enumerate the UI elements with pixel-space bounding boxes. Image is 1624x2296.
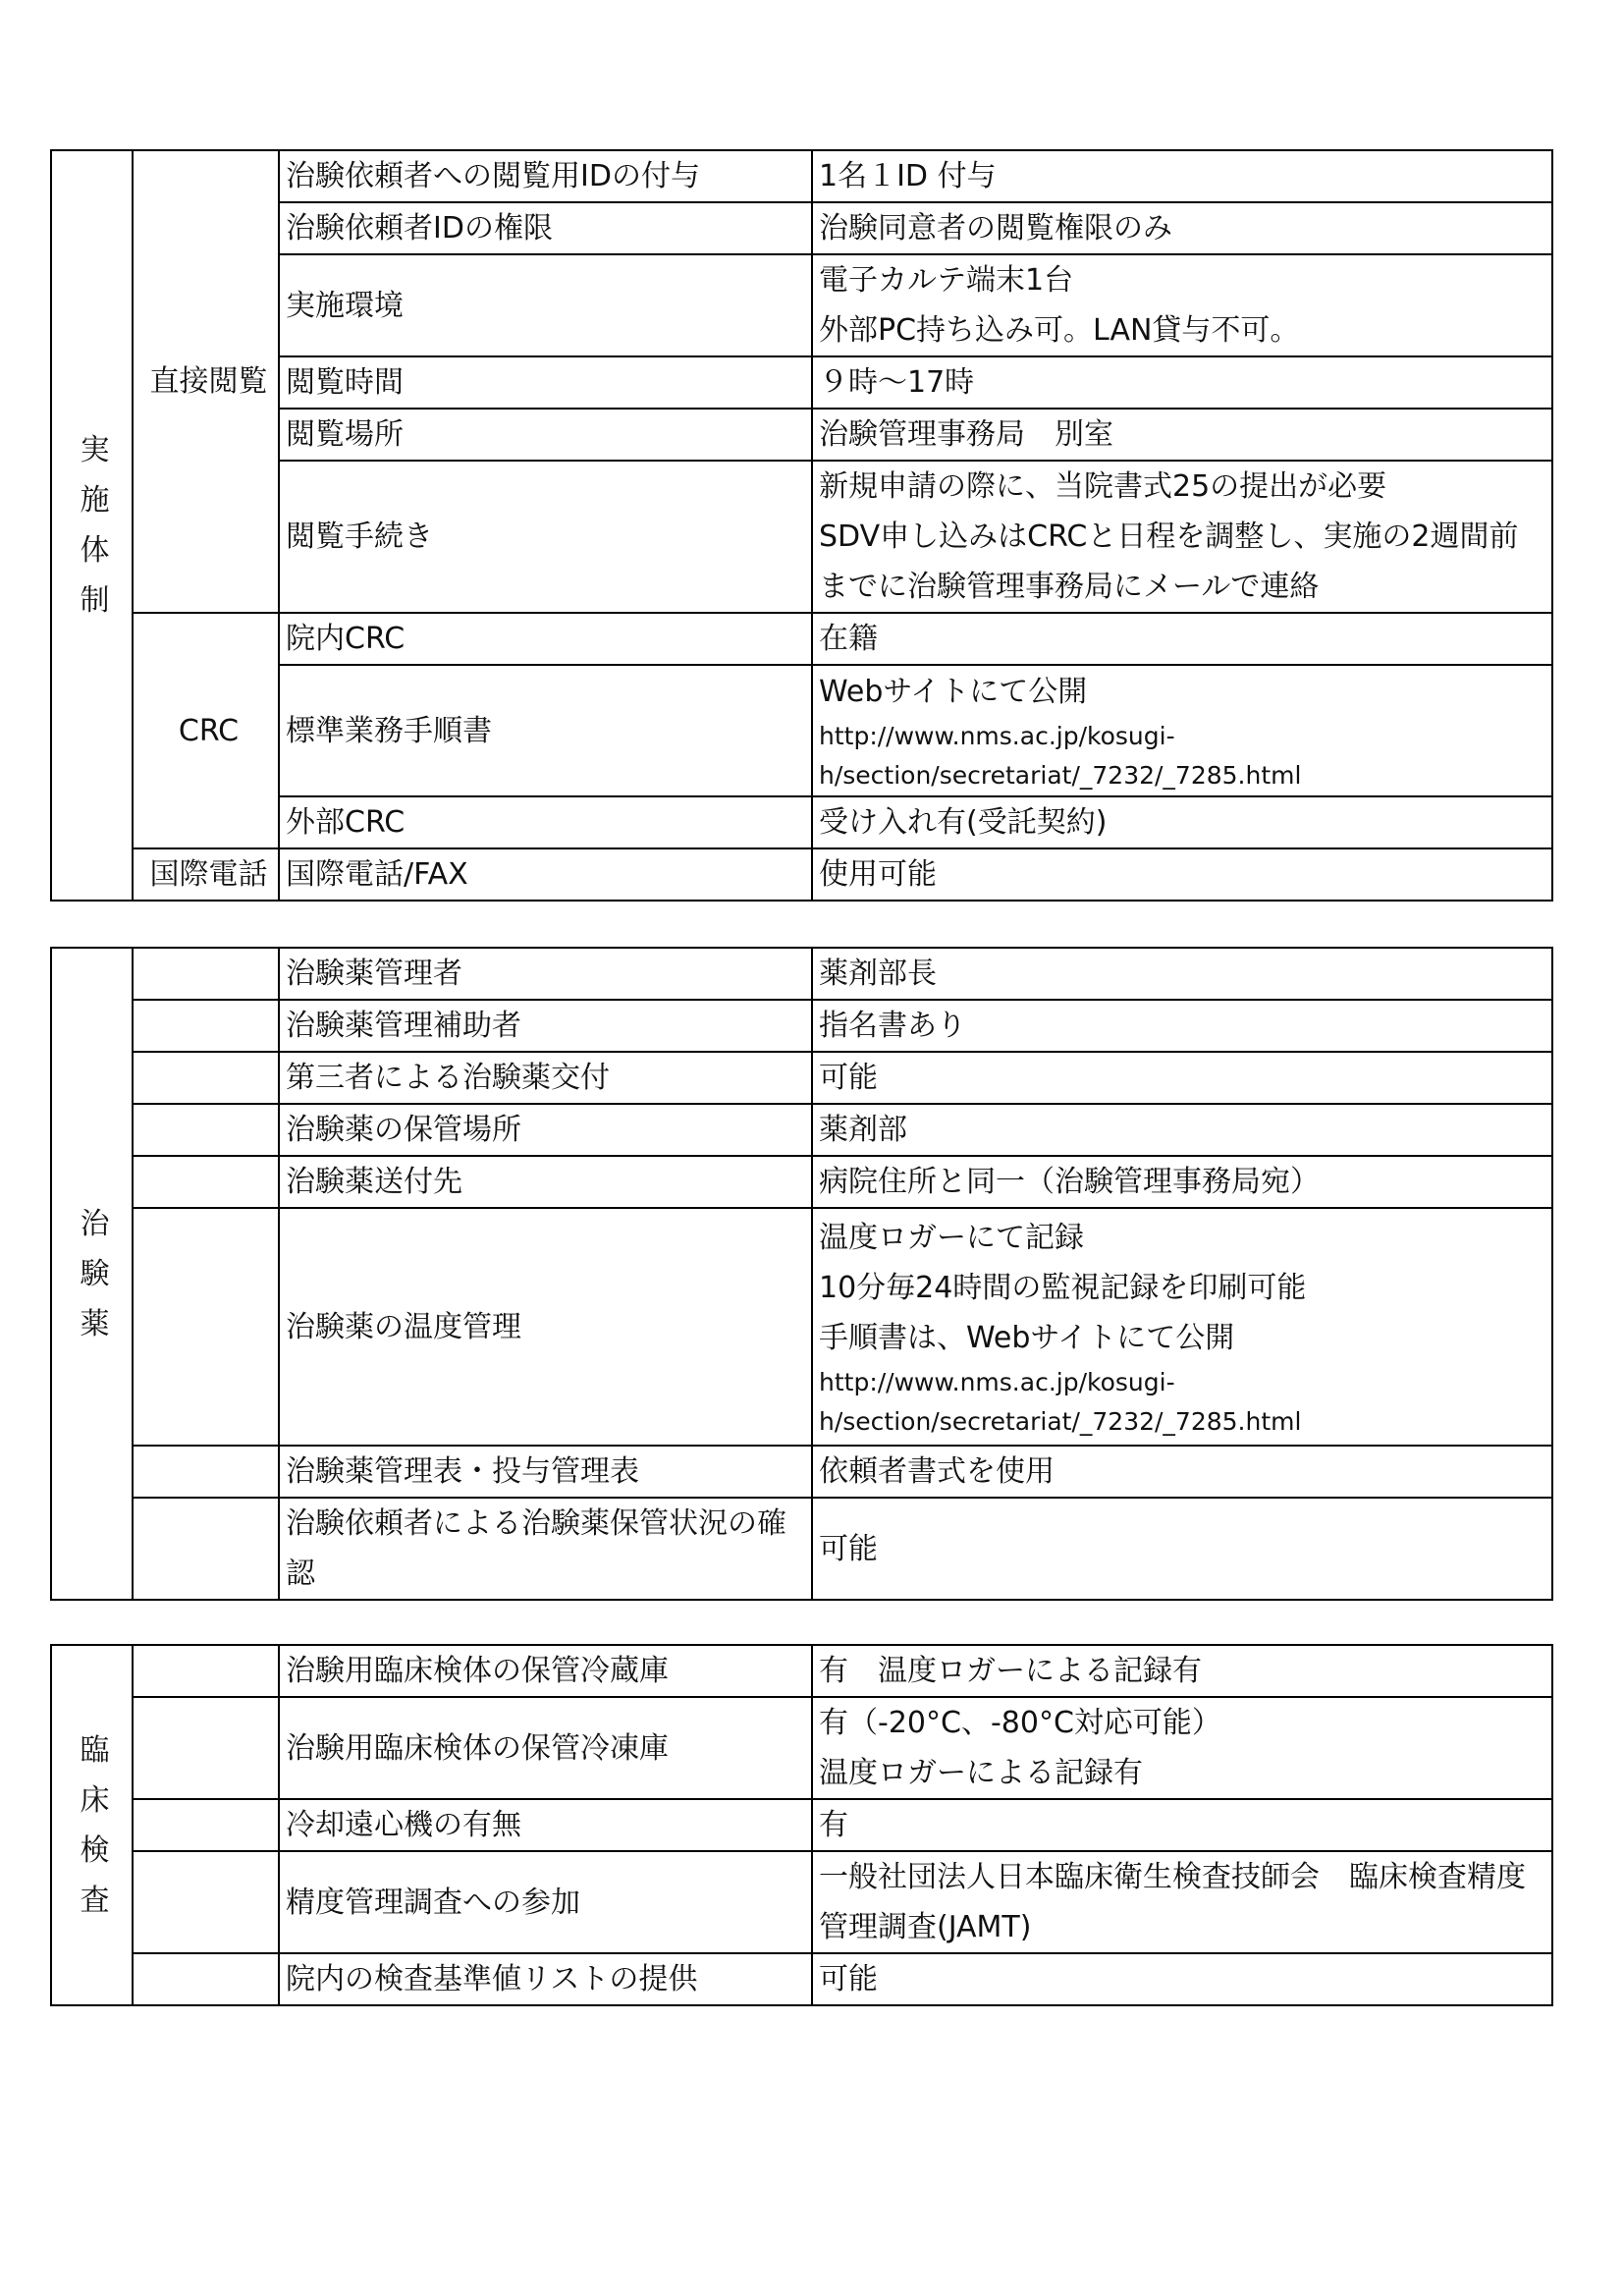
item-label: 治験依頼者による治験薬保管状況の確認 [279, 1498, 812, 1600]
sop-url-line: h/section/secretariat/_7232/_7285.html [819, 1406, 1302, 1436]
item-value: 1名１ID 付与 [812, 150, 1552, 202]
empty-cell [133, 1498, 279, 1600]
empty-cell [133, 1645, 279, 1697]
item-label: 治験用臨床検体の保管冷蔵庫 [279, 1645, 812, 1697]
group-direct-viewing: 直接閲覧 [133, 150, 279, 613]
group-intl-phone: 国際電話 [133, 848, 279, 901]
empty-cell [133, 1446, 279, 1498]
item-label: 標準業務手順書 [279, 665, 812, 796]
item-value: 可能 [812, 1498, 1552, 1600]
item-value: 依頼者書式を使用 [812, 1446, 1552, 1498]
empty-cell [133, 1799, 279, 1851]
item-label: 治験薬送付先 [279, 1156, 812, 1208]
implementation-table [50, 149, 1553, 902]
item-label: 治験薬の保管場所 [279, 1104, 812, 1156]
item-value: 新規申請の際に、当院書式25の提出が必要 SDV申し込みはCRCと日程を調整し、実施の2週間前 までに治験管理事務局にメールで連絡 [812, 461, 1552, 613]
investigational-drug-table [50, 947, 1553, 1601]
item-label: 院内の検査基準値リストの提供 [279, 1953, 812, 2005]
section-investigational-drug: 治 験 薬 [51, 948, 133, 1600]
item-label: 治験薬管理者 [279, 948, 812, 1000]
item-value: 指名書あり [812, 1000, 1552, 1052]
item-label: 外部CRC [279, 796, 812, 848]
section-clinical-lab: 臨 床 検 査 [51, 1645, 133, 2005]
empty-cell [133, 1851, 279, 1953]
item-value: 薬剤部 [812, 1104, 1552, 1156]
sop-url-line: http://www.nms.ac.jp/kosugi- [819, 1367, 1175, 1396]
item-label: 治験薬管理補助者 [279, 1000, 812, 1052]
empty-cell [133, 1697, 279, 1799]
item-label: 国際電話/FAX [279, 848, 812, 901]
item-value: 在籍 [812, 613, 1552, 665]
item-value: ９時～17時 [812, 356, 1552, 409]
item-label: 精度管理調査への参加 [279, 1851, 812, 1953]
item-label: 治験用臨床検体の保管冷凍庫 [279, 1697, 812, 1799]
sop-url-line: http://www.nms.ac.jp/kosugi- [819, 721, 1175, 750]
item-value: 有（-20°C、-80°C対応可能） 温度ロガーによる記録有 [812, 1697, 1552, 1799]
item-value: 使用可能 [812, 848, 1552, 901]
empty-cell [133, 1052, 279, 1104]
item-label: 治験依頼者への閲覧用IDの付与 [279, 150, 812, 202]
item-value: 受け入れ有(受託契約) [812, 796, 1552, 848]
empty-cell [133, 1104, 279, 1156]
empty-cell [133, 1000, 279, 1052]
empty-cell [133, 1953, 279, 2005]
item-label: 院内CRC [279, 613, 812, 665]
item-value: 可能 [812, 1052, 1552, 1104]
section-implementation: 実 施 体 制 [51, 150, 133, 901]
item-value: 有 温度ロガーによる記録有 [812, 1645, 1552, 1697]
empty-cell [133, 1156, 279, 1208]
sop-url-line: h/section/secretariat/_7232/_7285.html [819, 760, 1302, 790]
item-value: 治験管理事務局 別室 [812, 409, 1552, 461]
item-value: 温度ロガーにて記録 10分毎24時間の監視記録を印刷可能 手順書は、Webサイトにて公開 http://www.nms.ac.jp/kosugi- h/section/secretariat/_7232/_7285.html [812, 1208, 1552, 1446]
item-value: 一般社団法人日本臨床衛生検査技師会 臨床検査精度 管理調査(JAMT) [812, 1851, 1552, 1953]
item-label: 第三者による治験薬交付 [279, 1052, 812, 1104]
item-value: 治験同意者の閲覧権限のみ [812, 202, 1552, 254]
empty-cell [133, 1208, 279, 1446]
item-value: 病院住所と同一（治験管理事務局宛） [812, 1156, 1552, 1208]
item-label: 冷却遠心機の有無 [279, 1799, 812, 1851]
item-value: 有 [812, 1799, 1552, 1851]
item-value: 可能 [812, 1953, 1552, 2005]
group-crc: CRC [133, 613, 279, 848]
item-label: 実施環境 [279, 254, 812, 356]
item-value: Webサイトにて公開 http://www.nms.ac.jp/kosugi- h/section/secretariat/_7232/_7285.html [812, 665, 1552, 796]
item-label: 治験薬管理表・投与管理表 [279, 1446, 812, 1498]
item-label: 治験薬の温度管理 [279, 1208, 812, 1446]
item-label: 閲覧手続き [279, 461, 812, 613]
empty-cell [133, 948, 279, 1000]
item-label: 閲覧時間 [279, 356, 812, 409]
item-label: 閲覧場所 [279, 409, 812, 461]
item-value: 薬剤部長 [812, 948, 1552, 1000]
item-label: 治験依頼者IDの権限 [279, 202, 812, 254]
clinical-lab-table [50, 1644, 1553, 2006]
item-value: 電子カルテ端末1台 外部PC持ち込み可。LAN貸与不可。 [812, 254, 1552, 356]
